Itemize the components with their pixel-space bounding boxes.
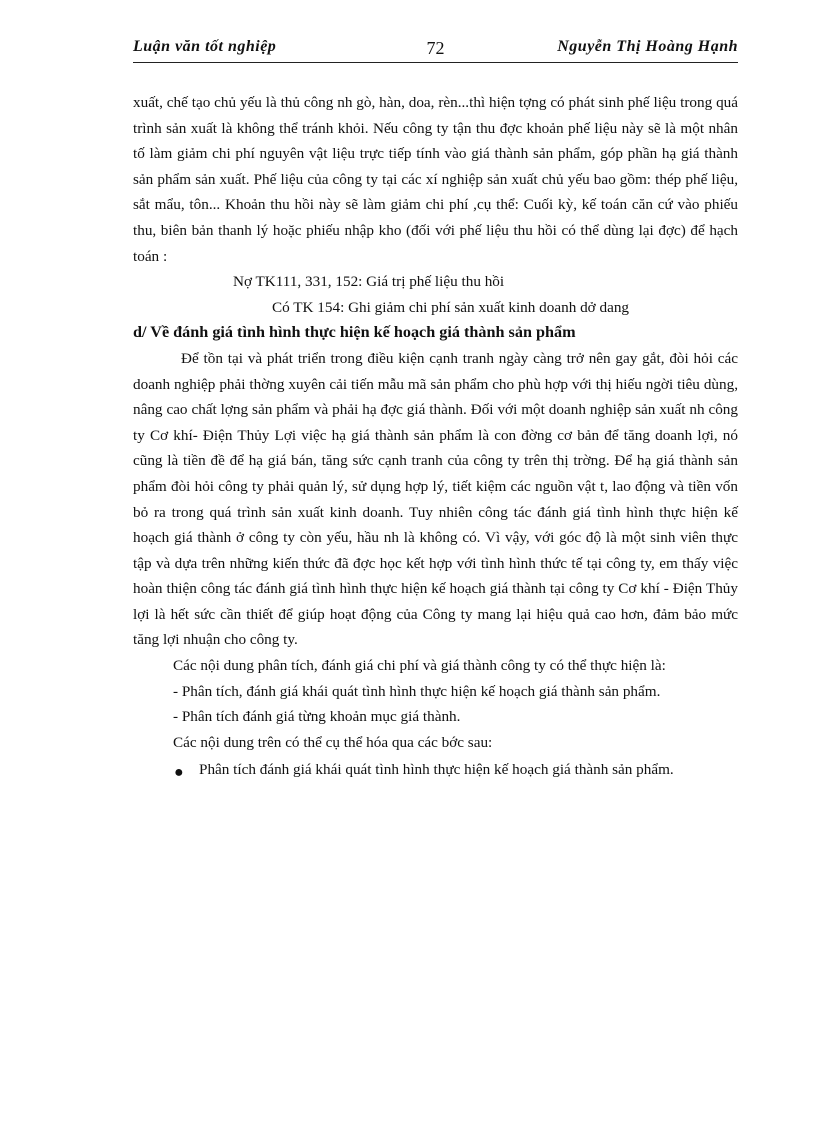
- paragraph-analysis-contents: Các nội dung phân tích, đánh giá chi phí và giá thành công ty có thể thực hiện là:: [173, 657, 666, 675]
- paragraph-steps-intro: Các nội dung trên có thể cụ thể hóa qua các bớc sau:: [173, 733, 493, 751]
- page-number: 72: [426, 38, 445, 58]
- header-thesis-label: Luận văn tốt nghiệp: [133, 38, 277, 55]
- page-header: [133, 36, 738, 63]
- dash-item-overall-analysis: [133, 679, 738, 705]
- paragraph-scrap-recovery: xuất, chế tạo chủ yếu là thủ công nh gò, hàn, doa, rèn...thì hiện tợng có phát sinh phế liệu trong quá trình sản xuất là không thể tránh khỏi. Nếu công ty tận thu đợc khoản phế liệu này sẽ là một nhân tố làm giảm chi phí nguyên vật liệu trực tiếp tính vào giá thành sản phẩm, góp phần hạ giá thành sản phẩm sản xuất. Phế liệu của công ty tại các xí nghiệp sản xuất chủ yếu bao gồm: thép phế liệu, sắt mẩu, tôn... Khoản thu hồi này sẽ làm giảm chi phí ,cụ thể: Cuối kỳ, kế toán căn cứ vào phiếu thu, biên bản thanh lý hoặc phiếu nhập kho (đối với phế liệu thu hồi có thể dùng lại đợc) để hạch toán :: [133, 94, 738, 265]
- bullet-dot-icon: ●: [174, 764, 184, 782]
- section-heading-d: d/ Về đánh giá tình hình thực hiện kế hoạch giá thành sản phẩm: [133, 323, 576, 342]
- dash-item-itemized-analysis: - Phân tích đánh giá từng khoản mục giá thành.: [173, 708, 461, 726]
- bullet-item-text: Phân tích đánh giá khái quát tình hình thực hiện kế hoạch giá thành sản phẩm.: [199, 761, 674, 779]
- journal-entry-credit: Có TK 154: Ghi giảm chi phí sản xuất kinh doanh dở dang: [272, 298, 630, 316]
- header-author-name: Nguyễn Thị Hoàng Hạnh: [557, 38, 738, 55]
- paragraph-cost-reduction: Để tồn tại và phát triển trong điều kiện cạnh tranh ngày càng trở nên gay gắt, đòi hỏi các doanh nghiệp phải thờng xuyên cải tiến mẫu mã sản phẩm cho phù hợp với thị hiếu ngời tiêu dùng, nâng cao chất lợng sản phẩm và phải hạ đợc giá thành. Đối với một doanh nghiệp sản xuất nh công ty Cơ khí- Điện Thủy Lợi việc hạ giá thành sản phẩm là con đờng cơ bản để tăng doanh lợi, nó cũng là tiền đề để hạ giá bán, tăng sức cạnh tranh của công ty trên thị trờng. Để hạ giá thành sản phẩm đòi hỏi công ty phải quản lý, sử dụng hợp lý, tiết kiệm các nguồn vật t, lao động và tiền vốn bỏ ra trong quá trình sản xuất kinh doanh. Tuy nhiên công tác đánh giá tình hình thực hiện kế hoạch giá thành ở công ty còn yếu, hầu nh là không có. Vì vậy, với góc độ là một sinh viên thực tập và dựa trên những kiến thức đã đợc học kết hợp với tình hình thức tế tại công ty, em thấy việc hoàn thiện công tác đánh giá tình hình thực hiện kế hoạch giá thành tại công ty Cơ khí - Điện Thủy lợi là hết sức cần thiết để giúp hoạt động của Công ty mang lại hiệu quả cao hơn, đảm bảo mức tăng lợi nhuận cho công ty.: [133, 349, 738, 649]
- journal-entry-debit: Nợ TK111, 331, 152: Giá trị phế liệu thu hồi: [233, 273, 505, 291]
- bullet-item: [133, 757, 738, 783]
- document-body: [133, 90, 738, 783]
- dash-item-text: - Phân tích, đánh giá khái quát tình hình thực hiện kế hoạch giá thành sản phẩm.: [173, 682, 661, 700]
